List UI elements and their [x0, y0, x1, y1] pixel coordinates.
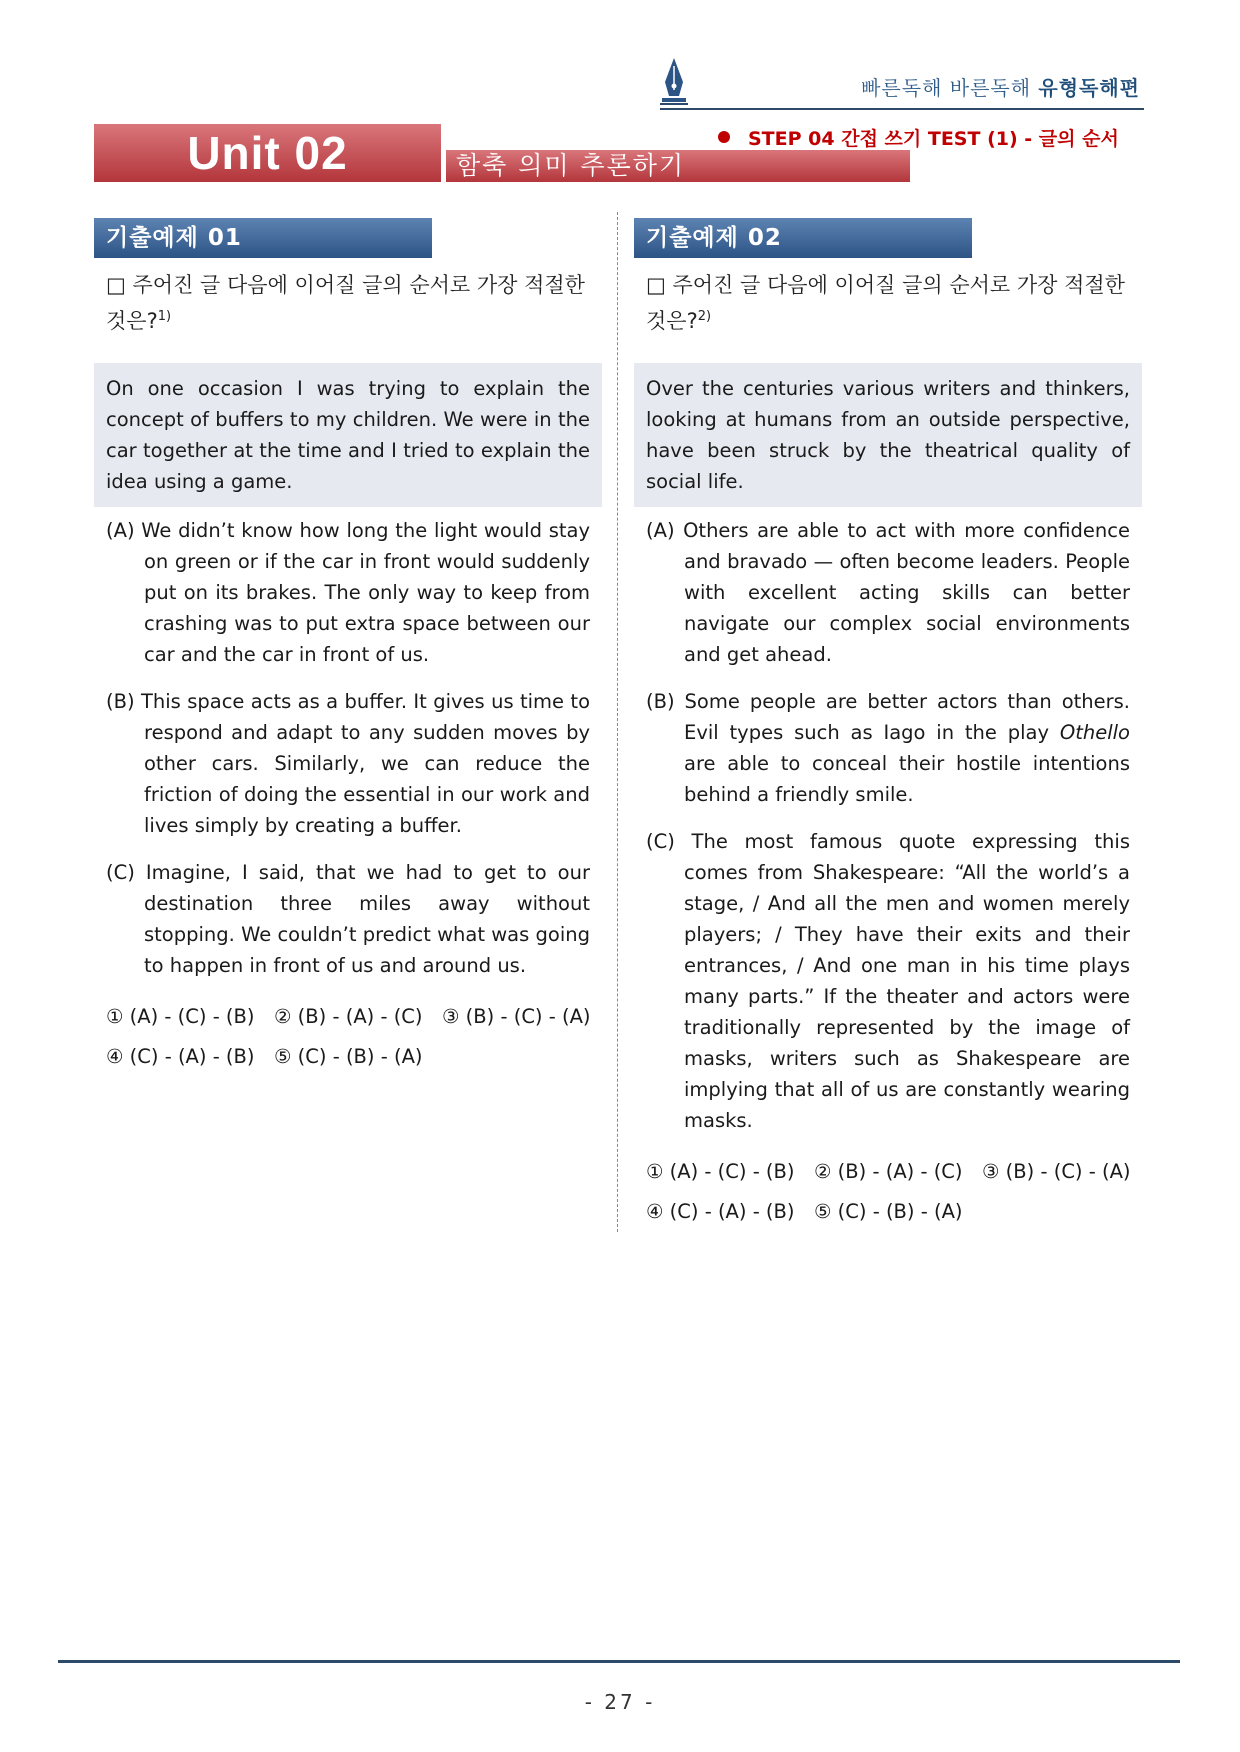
question-text: □ 주어진 글 다음에 이어질 글의 순서로 가장 적절한 것은?: [106, 273, 585, 333]
option-3[interactable]: ③ (B) - (C) - (A): [982, 1160, 1131, 1183]
series-title-bold: 유형독해편: [1038, 76, 1140, 100]
option-1[interactable]: ① (A) - (C) - (B): [106, 1005, 255, 1028]
option-5[interactable]: ⑤ (C) - (B) - (A): [814, 1200, 963, 1223]
unit-subtitle: 함축 의미 추론하기: [446, 150, 910, 182]
answer-options: [106, 997, 590, 1077]
question-text: □ 주어진 글 다음에 이어질 글의 순서로 가장 적절한 것은?: [646, 273, 1125, 333]
option-4[interactable]: ④ (C) - (A) - (B): [106, 1045, 255, 1068]
unit-title: Unit 02: [94, 124, 441, 182]
option-2[interactable]: ② (B) - (A) - (C): [274, 1005, 423, 1028]
bullet-icon: [718, 131, 730, 143]
paragraph-a: (A) Others are able to act with more confidence and bravado — often become leaders. People with excellent acting skills can better navigate our complex social environments and get ahead.: [646, 519, 1130, 666]
paragraph-b: [646, 686, 1130, 810]
column-divider: [617, 212, 618, 1232]
given-passage: On one occasion I was trying to explain the concept of buffers to my children. We were in the car together at the time and I tried to explain the idea using a game.: [94, 363, 602, 507]
question-prompt: [646, 270, 1130, 337]
option-4[interactable]: ④ (C) - (A) - (B): [646, 1200, 795, 1223]
paragraph-c: (C) The most famous quote expressing this comes from Shakespeare: “All the world’s a stage, / And all the men and women merely players; / They have their exits and their entrances, / And one man in his time plays many parts.” If the theater and actors were traditionally represented by the image of masks, writers such as Shakespeare are implying that all of us are constantly wearing masks.: [646, 830, 1130, 1132]
header-rule: [660, 108, 1144, 110]
given-passage: Over the centuries various writers and thinkers, looking at humans from an outside perspective, have been struck by the theatrical quality of social life.: [634, 363, 1142, 507]
option-5[interactable]: ⑤ (C) - (B) - (A): [274, 1045, 423, 1068]
paragraph-b-text-end: are able to conceal their hostile intentions behind a friendly smile.: [684, 752, 1130, 806]
example-01: [94, 218, 602, 1077]
option-2[interactable]: ② (B) - (A) - (C): [814, 1160, 963, 1183]
series-title: [820, 72, 1140, 101]
step-heading-text: STEP 04 간접 쓰기 TEST (1) - 글의 순서: [748, 128, 1119, 150]
footnote-marker: 2): [697, 309, 712, 324]
step-heading: [718, 124, 1119, 151]
paragraph-b-text: (B) Some people are better actors than others. Evil types such as Iago in the play: [646, 690, 1130, 744]
question-prompt: [106, 270, 590, 337]
paragraph-c: (C) Imagine, I said, that we had to get to our destination three miles away without stopping. We couldn’t predict what was going to happen in front of us and around us.: [106, 861, 590, 977]
answer-options: [646, 1152, 1130, 1232]
option-3[interactable]: ③ (B) - (C) - (A): [442, 1005, 591, 1028]
example-02: [634, 218, 1142, 1232]
footer-rule: [58, 1660, 1180, 1663]
play-title: Othello: [1059, 721, 1130, 744]
page-number: - 27 -: [584, 1690, 656, 1714]
footnote-marker: 1): [157, 309, 172, 324]
example-label: 기출예제 01: [94, 218, 432, 258]
paragraph-b: (B) This space acts as a buffer. It gives us time to respond and adapt to any sudden moves by other cars. Similarly, we can reduce the friction of doing the essential in our work and lives simply by creating a buffer.: [106, 690, 590, 837]
fountain-pen-logo-icon: [660, 56, 688, 108]
example-label: 기출예제 02: [634, 218, 972, 258]
option-1[interactable]: ① (A) - (C) - (B): [646, 1160, 795, 1183]
paragraph-a: (A) We didn’t know how long the light would stay on green or if the car in front would suddenly put on its brakes. The only way to keep from crashing was to put extra space between our car and the car in front of us.: [106, 519, 590, 666]
series-title-plain: 빠른독해 바른독해: [861, 76, 1032, 100]
